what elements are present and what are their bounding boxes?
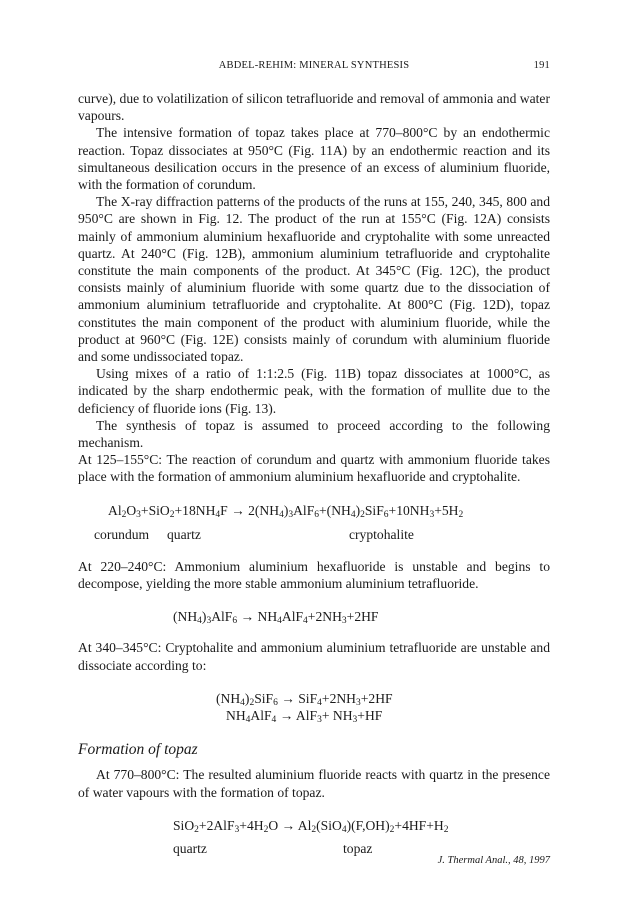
equation-1-labels	[78, 526, 550, 544]
paragraph: At 220–240°C: Ammonium aluminium hexafluoride is unstable and begins to decompose, yielding the more stable ammonium aluminium tetrafluoride.	[78, 558, 550, 592]
paragraph: The X-ray diffraction patterns of the products of the runs at 155, 240, 345, 800 and 950°C are shown in Fig. 12. The product of the run at 155°C (Fig. 12A) consists mainly of ammonium aluminium hexafluoride and cryptohalite with some unreacted quartz. At 240°C (Fig. 12B), ammonium aluminium tetrafluoride and cryptohalite constitute the main components of the product. At 345°C (Fig. 12C), the product consists mainly of aluminium fluoride with some quartz due to the dissociation of ammonium aluminium tetrafluoride and cryptohalite. At 800°C (Fig. 12D), topaz constitutes the main component of the product with aluminium fluoride, while the product at 960°C (Fig. 12E) consists mainly of corundum with aluminium fluoride and some undissociated topaz.	[78, 194, 550, 365]
paragraph: Using mixes of a ratio of 1:1:2.5 (Fig. 11B) topaz dissociates at 1000°C, as indicated by the sharp endothermic peak, with the formation of mullite due to the deficiency of fluoride ions (Fig. 13).	[78, 366, 550, 416]
equation-4: $SiO_2+2AlF_3+4H_2O \to Al_2(SiO_4)(F,OH)_2+4HF+H_2$	[173, 817, 449, 835]
paragraph: The synthesis of topaz is assumed to proceed according to the following mechanism.	[78, 417, 550, 451]
section-heading: Formation of topaz	[78, 741, 198, 759]
running-head	[78, 60, 550, 74]
paragraph: At 340–345°C: Cryptohalite and ammonium aluminium tetrafluoride are unstable and dissociate according to:	[78, 640, 550, 673]
label-cryptohalite: cryptohalite	[349, 526, 414, 542]
label-quartz-2: quartz	[173, 840, 207, 856]
paragraph: curve), due to volatilization of silicon tetrafluoride and removal of ammonia and water vapours.	[78, 91, 550, 124]
paragraph: The intensive formation of topaz takes place at 770–800°C by an endothermic reaction. Topaz dissociates at 950°C (Fig. 11A) by an endothermic reaction and its simultaneous desilication occurs in the presence of an excess of aluminium fluoride, with the formation of corundum.	[78, 125, 550, 193]
running-title: ABDEL-REHIM: MINERAL SYNTHESIS	[218, 60, 410, 71]
equation-2: $(NH_4)_3AlF_6 \to NH_4AlF_4+2NH_3+2HF$	[173, 609, 379, 627]
equation-1: $Al_2O_3+SiO_2+18NH_4F \to 2(NH_4)_3AlF_6+(NH_4)_2SiF_6+10NH_3+5H_2$	[108, 502, 464, 520]
paragraph: At 770–800°C: The resulted aluminium fluoride reacts with quartz in the presence of water vapours with the formation of topaz.	[78, 767, 550, 800]
page-number: 191	[533, 60, 550, 71]
equation-3b: $NH_4AlF_4 \to AlF_3+ NH_3+HF$	[226, 708, 383, 726]
equation-3a: $(NH_4)_2SiF_6 \to SiF_4+2NH_3+2HF$	[216, 690, 393, 708]
label-corundum: corundum	[94, 526, 150, 542]
paragraph: At 125–155°C: The reaction of corundum and quartz with ammonium fluoride takes place with the formation of ammonium aluminium hexafluoride and cryptohalite.	[78, 452, 550, 485]
label-quartz: quartz	[167, 526, 201, 542]
journal-footer: J. Thermal Anal., 48, 1997	[437, 855, 550, 866]
label-topaz: topaz	[343, 840, 373, 856]
article-body	[78, 90, 550, 858]
